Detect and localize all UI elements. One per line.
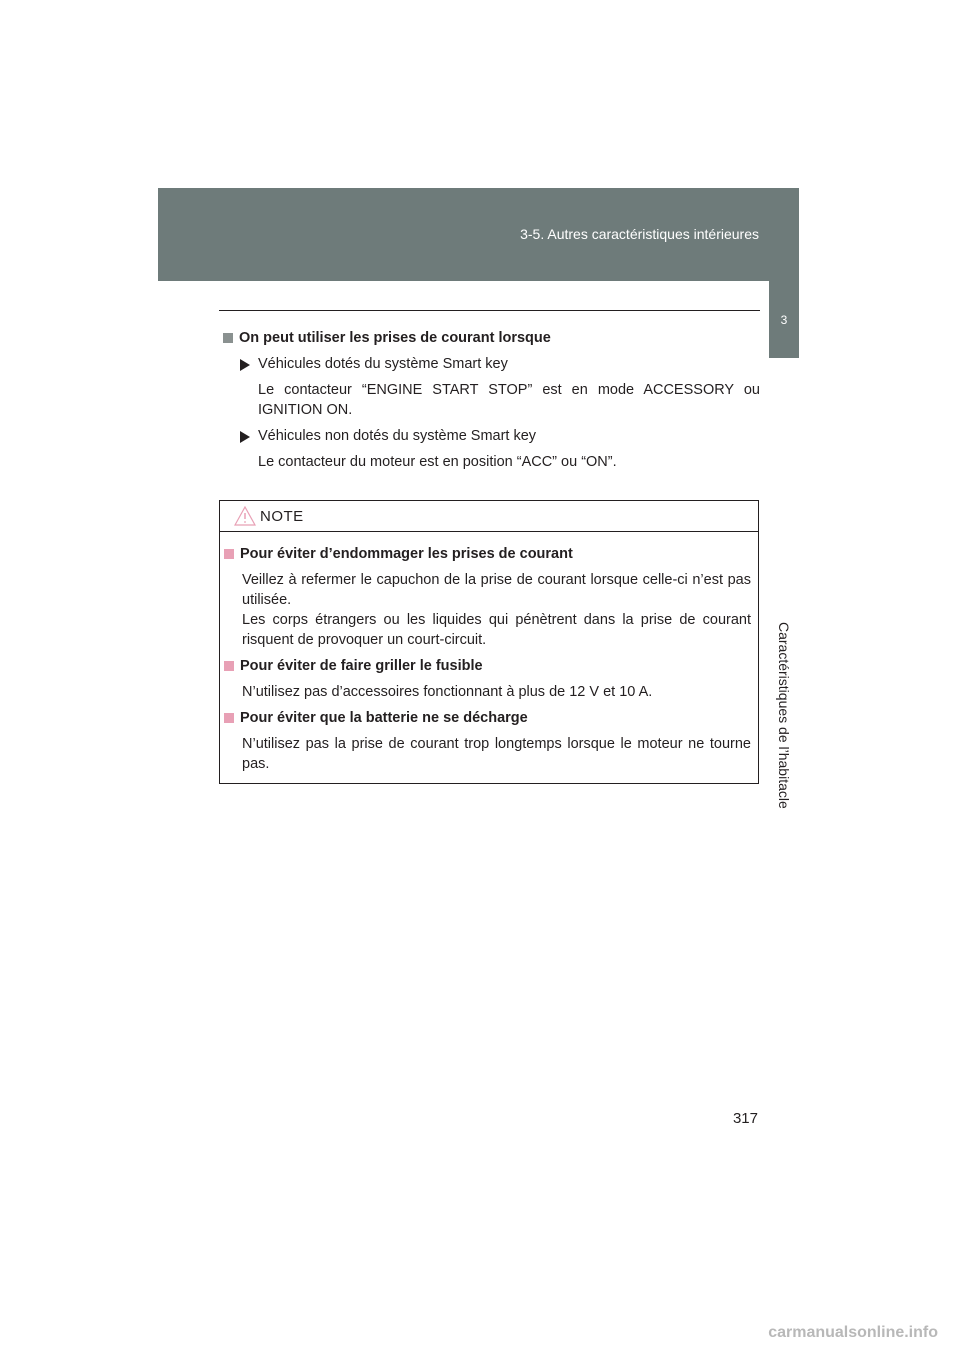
chapter-number: 3 <box>780 313 788 327</box>
square-bullet-icon <box>224 549 234 559</box>
section-title: 3-5. Autres caractéristiques intérieures <box>520 226 759 242</box>
note-heading: Pour éviter d’endommager les prises de courant <box>224 544 751 564</box>
header-band <box>158 188 799 281</box>
list-item: Véhicules dotés du système Smart key <box>223 354 760 374</box>
note-heading: Pour éviter que la batterie ne se décharge <box>224 708 751 728</box>
note-body <box>220 532 758 774</box>
info-section <box>223 328 760 478</box>
list-item: Véhicules non dotés du système Smart key <box>223 426 760 446</box>
note-heading: Pour éviter de faire griller le fusible <box>224 656 751 676</box>
chapter-label: Caractéristiques de l’habitacle <box>776 622 792 809</box>
square-bullet-icon <box>224 713 234 723</box>
chapter-tab-number <box>769 281 799 358</box>
note-text: Veillez à refermer le capuchon de la prise de courant lorsque celle-ci n’est pas utilisée. Les corps étrangers ou les liquides qui pénètrent dans la prise de courant risquent de provoquer un court-circuit. <box>242 572 751 648</box>
warning-icon <box>234 506 256 526</box>
chapter-tab-label <box>769 358 799 840</box>
note-text: N’utilisez pas d’accessoires fonctionnant à plus de 12 V et 10 A. <box>242 684 653 700</box>
triangle-bullet-icon <box>240 359 250 371</box>
list-item-detail: Le contacteur du moteur est en position “ACC” ou “ON”. <box>258 454 617 470</box>
note-text: N’utilisez pas la prise de courant trop longtemps lorsque le moteur ne tourne pas. <box>242 736 751 772</box>
square-bullet-icon <box>224 661 234 671</box>
list-item-detail: Le contacteur “ENGINE START STOP” est en mode ACCESSORY ou IGNITION ON. <box>258 382 760 418</box>
section-heading: On peut utiliser les prises de courant lorsque <box>223 328 760 348</box>
watermark: carmanualsonline.info <box>768 1324 938 1341</box>
triangle-bullet-icon <box>240 431 250 443</box>
note-title: NOTE <box>260 508 304 525</box>
square-bullet-icon <box>223 333 233 343</box>
note-box <box>219 500 759 784</box>
note-header <box>220 501 758 532</box>
divider <box>219 310 760 311</box>
page-number: 317 <box>732 1110 758 1127</box>
